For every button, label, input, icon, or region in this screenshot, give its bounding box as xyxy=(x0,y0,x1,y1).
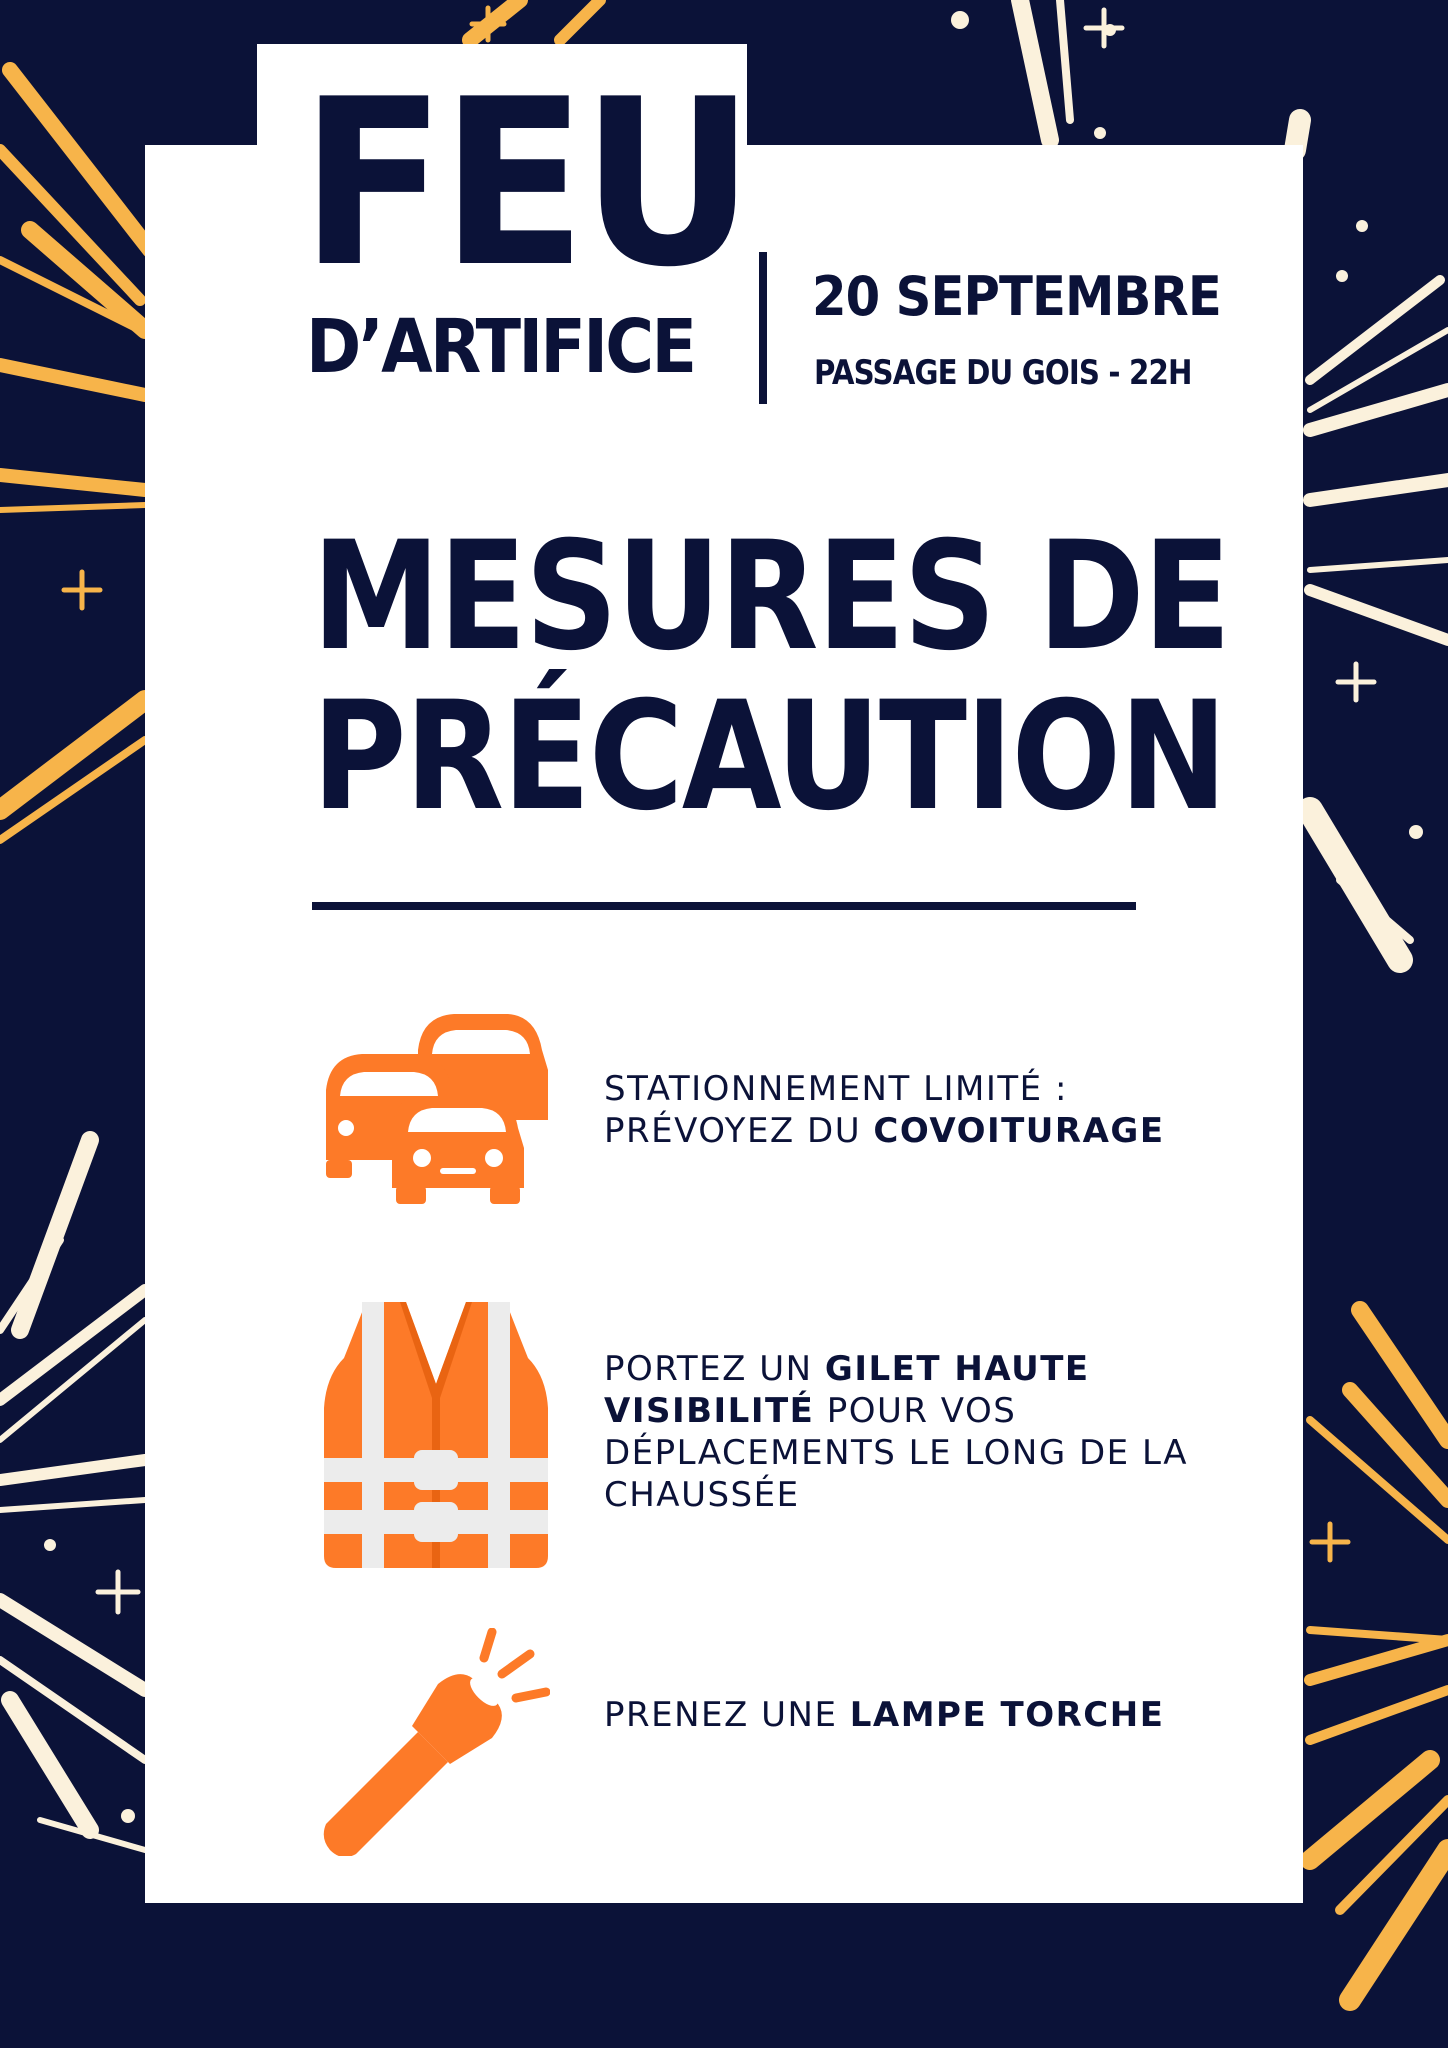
header-divider xyxy=(759,252,767,404)
event-place-time: PASSAGE DU GOIS - 22H xyxy=(814,353,1192,393)
tip-torch-emphasis: LAMPE TORCHE xyxy=(849,1695,1165,1735)
headline-line-2: PRÉCAUTION xyxy=(312,670,1226,844)
content-panel xyxy=(145,145,1303,1903)
title-feu: FEU xyxy=(300,51,750,318)
event-date: 20 SEPTEMBRE xyxy=(812,265,1221,328)
cars-icon xyxy=(322,1010,550,1206)
tip-vest-emphasis: GILET HAUTE VISIBILITÉ xyxy=(604,1349,1090,1431)
tip-carpooling-line-2: PRÉVOYEZ DU xyxy=(604,1111,874,1151)
tip-torch-text: PRENEZ UNE xyxy=(604,1695,850,1735)
tip-vest-text-1: PORTEZ UN xyxy=(604,1349,825,1389)
tip-carpooling-emphasis: COVOITURAGE xyxy=(873,1111,1165,1151)
headline-rule xyxy=(312,902,1136,910)
tip-carpooling-line-1: STATIONNEMENT LIMITÉ : xyxy=(604,1069,1068,1109)
headline-line-1: MESURES DE xyxy=(312,510,1230,684)
title-artifice: D’ARTIFICE xyxy=(306,304,695,390)
tip-flashlight xyxy=(604,1694,1244,1736)
tip-safety-vest xyxy=(604,1348,1244,1516)
safety-vest-icon xyxy=(322,1298,550,1570)
tip-carpooling xyxy=(604,1068,1244,1152)
tip-vest-text-2: POUR VOS DÉPLACEMENTS LE LONG DE LA CHAUSSÉE xyxy=(604,1391,1188,1515)
flashlight-icon xyxy=(322,1628,550,1856)
